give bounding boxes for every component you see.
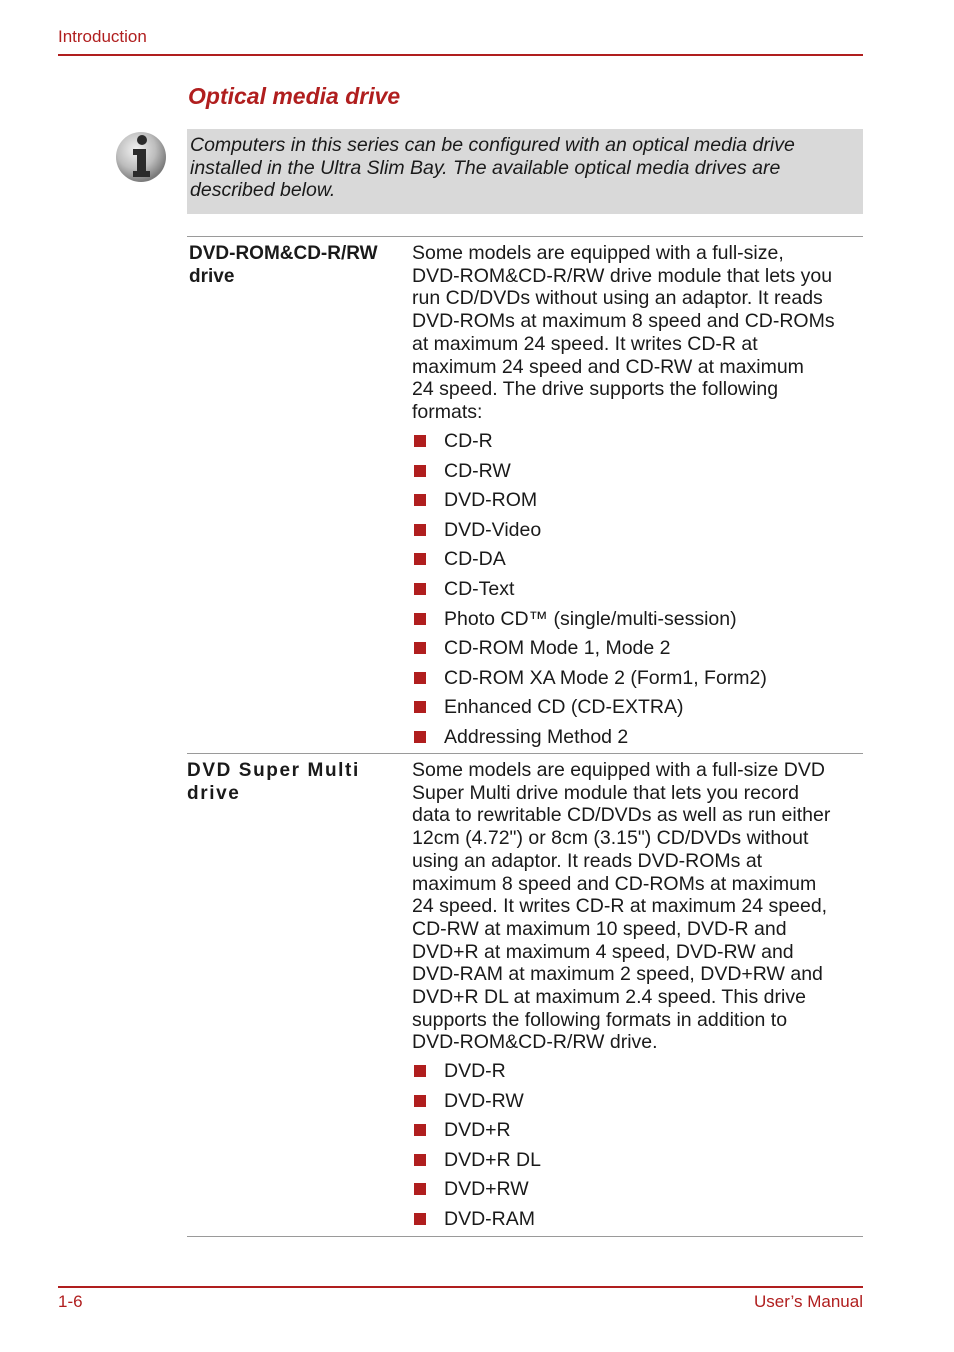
list-item: CD-DA bbox=[414, 545, 767, 575]
table-row-divider bbox=[187, 753, 863, 754]
square-bullet-icon bbox=[414, 553, 426, 565]
list-item: Enhanced CD (CD-EXTRA) bbox=[414, 693, 767, 723]
note-line: described below. bbox=[190, 179, 336, 202]
square-bullet-icon bbox=[414, 1154, 426, 1166]
list-item: CD-ROM XA Mode 2 (Form1, Form2) bbox=[414, 664, 767, 694]
list-item: DVD+R bbox=[414, 1116, 541, 1146]
page-number: 1-6 bbox=[58, 1292, 83, 1311]
note-line: Computers in this series can be configured with an optical media drive bbox=[190, 134, 795, 156]
list-item: DVD-Video bbox=[414, 516, 767, 546]
info-icon bbox=[114, 130, 168, 184]
square-bullet-icon bbox=[414, 435, 426, 447]
table-bottom-rule bbox=[187, 1236, 863, 1237]
square-bullet-icon bbox=[414, 701, 426, 713]
square-bullet-icon bbox=[414, 731, 426, 743]
list-item: CD-R bbox=[414, 427, 767, 457]
list-item: Photo CD™ (single/multi-session) bbox=[414, 605, 767, 635]
header-rule bbox=[58, 54, 863, 56]
note-box bbox=[187, 129, 863, 214]
square-bullet-icon bbox=[414, 465, 426, 477]
list-item: DVD+R DL bbox=[414, 1146, 541, 1176]
square-bullet-icon bbox=[414, 1124, 426, 1136]
square-bullet-icon bbox=[414, 583, 426, 595]
list-item: CD-ROM Mode 1, Mode 2 bbox=[414, 634, 767, 664]
note-line: installed in the Ultra Slim Bay. The available optical media drives are bbox=[190, 156, 781, 179]
square-bullet-icon bbox=[414, 613, 426, 625]
drive-description-dvd-rom-cd-rw: Some models are equipped with a full-size, DVD-ROM&CD-R/RW drive module that lets you run CD/DVDs without using an adaptor. It reads DVD-ROMs at maximum 8 speed and CD-ROMs at maximum 24 speed. It writes CD-R at maximum 24 speed and CD-RW at maximum 24 speed. The drive supports the following formats: bbox=[412, 242, 835, 423]
drive-term-dvd-rom-cd-rw: DVD-ROM&CD-R/RW drive bbox=[189, 243, 378, 287]
square-bullet-icon bbox=[414, 672, 426, 684]
square-bullet-icon bbox=[414, 494, 426, 506]
footer-rule bbox=[58, 1286, 863, 1288]
list-item: DVD+RW bbox=[414, 1175, 541, 1205]
list-item: DVD-RW bbox=[414, 1087, 541, 1117]
square-bullet-icon bbox=[414, 1183, 426, 1195]
list-item: CD-Text bbox=[414, 575, 767, 605]
square-bullet-icon bbox=[414, 1065, 426, 1077]
table-top-rule bbox=[187, 236, 863, 237]
list-item: CD-RW bbox=[414, 457, 767, 487]
square-bullet-icon bbox=[414, 524, 426, 536]
drive-term-dvd-super-multi: DVD Super Multi drive bbox=[187, 760, 360, 804]
format-list-dvd-super-multi bbox=[414, 1057, 541, 1235]
list-item: DVD-ROM bbox=[414, 486, 767, 516]
running-header: Introduction bbox=[58, 27, 147, 46]
list-item: Addressing Method 2 bbox=[414, 723, 767, 753]
manual-name: User’s Manual bbox=[754, 1292, 863, 1311]
list-item: DVD-RAM bbox=[414, 1205, 541, 1235]
drive-description-dvd-super-multi: Some models are equipped with a full-size DVD Super Multi drive module that lets you record data to rewritable CD/DVDs as well as run either 12cm (4.72") or 8cm (3.15") CD/DVDs without using an adaptor. It reads DVD-ROMs at maximum 8 speed and CD-ROMs at maximum 24 speed. It writes CD-R at maximum 24 speed, CD-RW at maximum 10 speed, DVD-R and DVD+R at maximum 4 speed, DVD-RW and DVD-RAM at maximum 2 speed, DVD+RW and DVD+R DL at maximum 2.4 speed. This drive supports the following formats in addition to DVD-ROM&CD-R/RW drive. bbox=[412, 759, 831, 1054]
format-list-dvd-rom-cd-rw bbox=[414, 427, 767, 753]
list-item: DVD-R bbox=[414, 1057, 541, 1087]
section-title: Optical media drive bbox=[188, 83, 401, 109]
square-bullet-icon bbox=[414, 1095, 426, 1107]
square-bullet-icon bbox=[414, 642, 426, 654]
square-bullet-icon bbox=[414, 1213, 426, 1225]
